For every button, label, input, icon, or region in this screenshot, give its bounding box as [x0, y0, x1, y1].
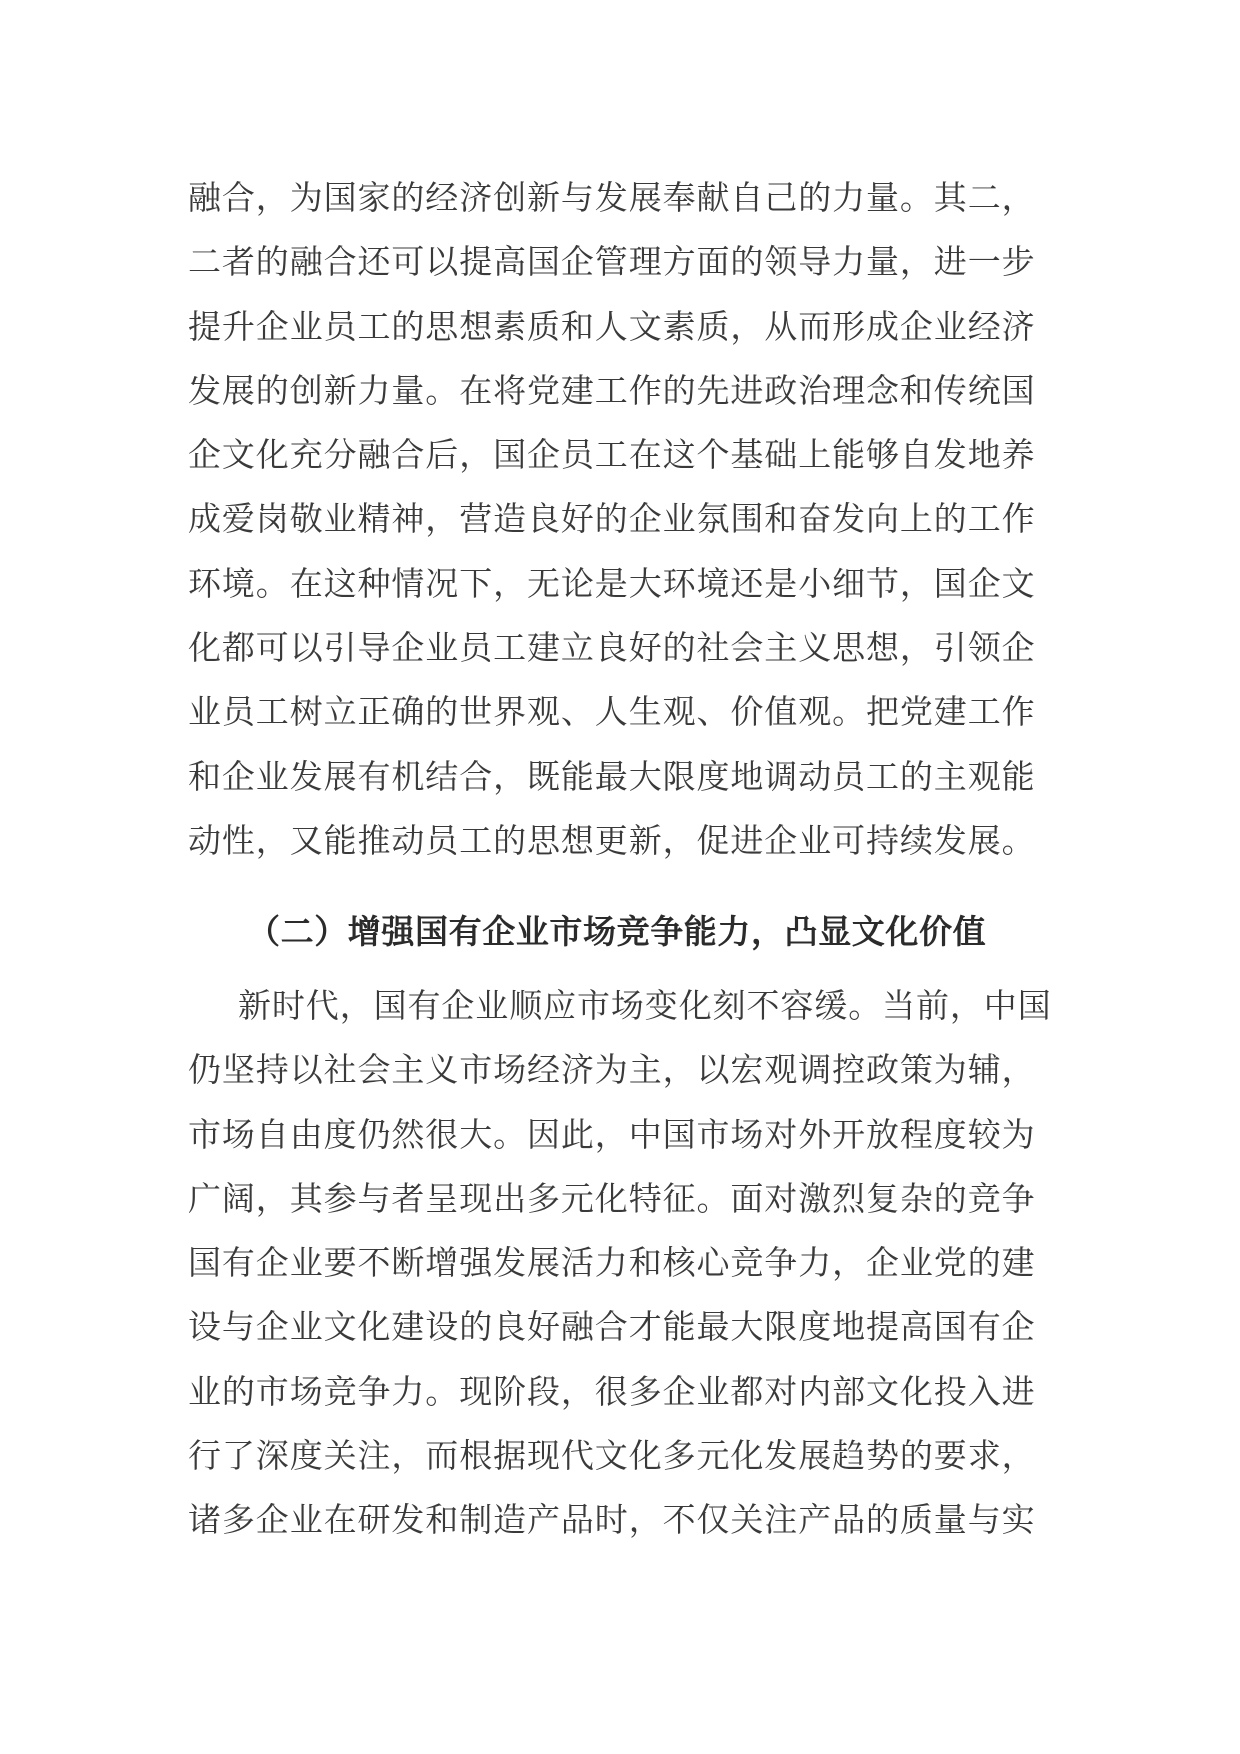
body-paragraph-1	[188, 166, 1058, 873]
text-line: 诸多企业在研发和制造产品时，不仅关注产品的质量与实	[188, 1500, 1036, 1540]
text-line: 业的市场竞争力。现阶段，很多企业都对内部文化投入进	[188, 1371, 1036, 1411]
text-line: 广阔，其参与者呈现出多元化特征。面对激烈复杂的竞争	[188, 1178, 1036, 1218]
text-line: 行了深度关注，而根据现代文化多元化发展趋势的要求，	[188, 1436, 1036, 1476]
text-line: 环境。在这种情况下，无论是大环境还是小细节，国企文	[188, 563, 1036, 603]
text-line: 和企业发展有机结合，既能最大限度地调动员工的主观能	[188, 756, 1036, 796]
section-heading: （二）增强国有企业市场竞争能力，凸显文化价值	[247, 912, 987, 951]
text-line: 设与企业文化建设的良好融合才能最大限度地提高国有企	[188, 1307, 1036, 1347]
text-line: 发展的创新力量。在将党建工作的先进政治理念和传统国	[188, 370, 1036, 410]
text-line: 仍坚持以社会主义市场经济为主，以宏观调控政策为辅，	[188, 1050, 1036, 1090]
text-line: 市场自由度仍然很大。因此，中国市场对外开放程度较为	[188, 1114, 1036, 1154]
text-line: 业员工树立正确的世界观、人生观、价值观。把党建工作	[188, 692, 1036, 732]
text-line: 国有企业要不断增强发展活力和核心竞争力，企业党的建	[188, 1243, 1036, 1283]
text-line: 成爱岗敬业精神，营造良好的企业氛围和奋发向上的工作	[188, 499, 1036, 539]
body-paragraph-2	[188, 974, 1058, 1553]
text-line: 新时代，国有企业顺应市场变化刻不容缓。当前，中国	[238, 986, 1052, 1025]
text-line: 企文化充分融合后，国企员工在这个基础上能够自发地养	[188, 435, 1036, 475]
text-line: 二者的融合还可以提高国企管理方面的领导力量，进一步	[188, 242, 1036, 282]
text-line: 提升企业员工的思想素质和人文素质，从而形成企业经济	[188, 306, 1036, 346]
text-line: 动性，又能推动员工的思想更新，促进企业可持续发展。	[188, 820, 1036, 860]
text-line: 化都可以引导企业员工建立良好的社会主义思想，引领企	[188, 628, 1036, 668]
text-line: 融合，为国家的经济创新与发展奉献自己的力量。其二，	[188, 178, 1036, 217]
